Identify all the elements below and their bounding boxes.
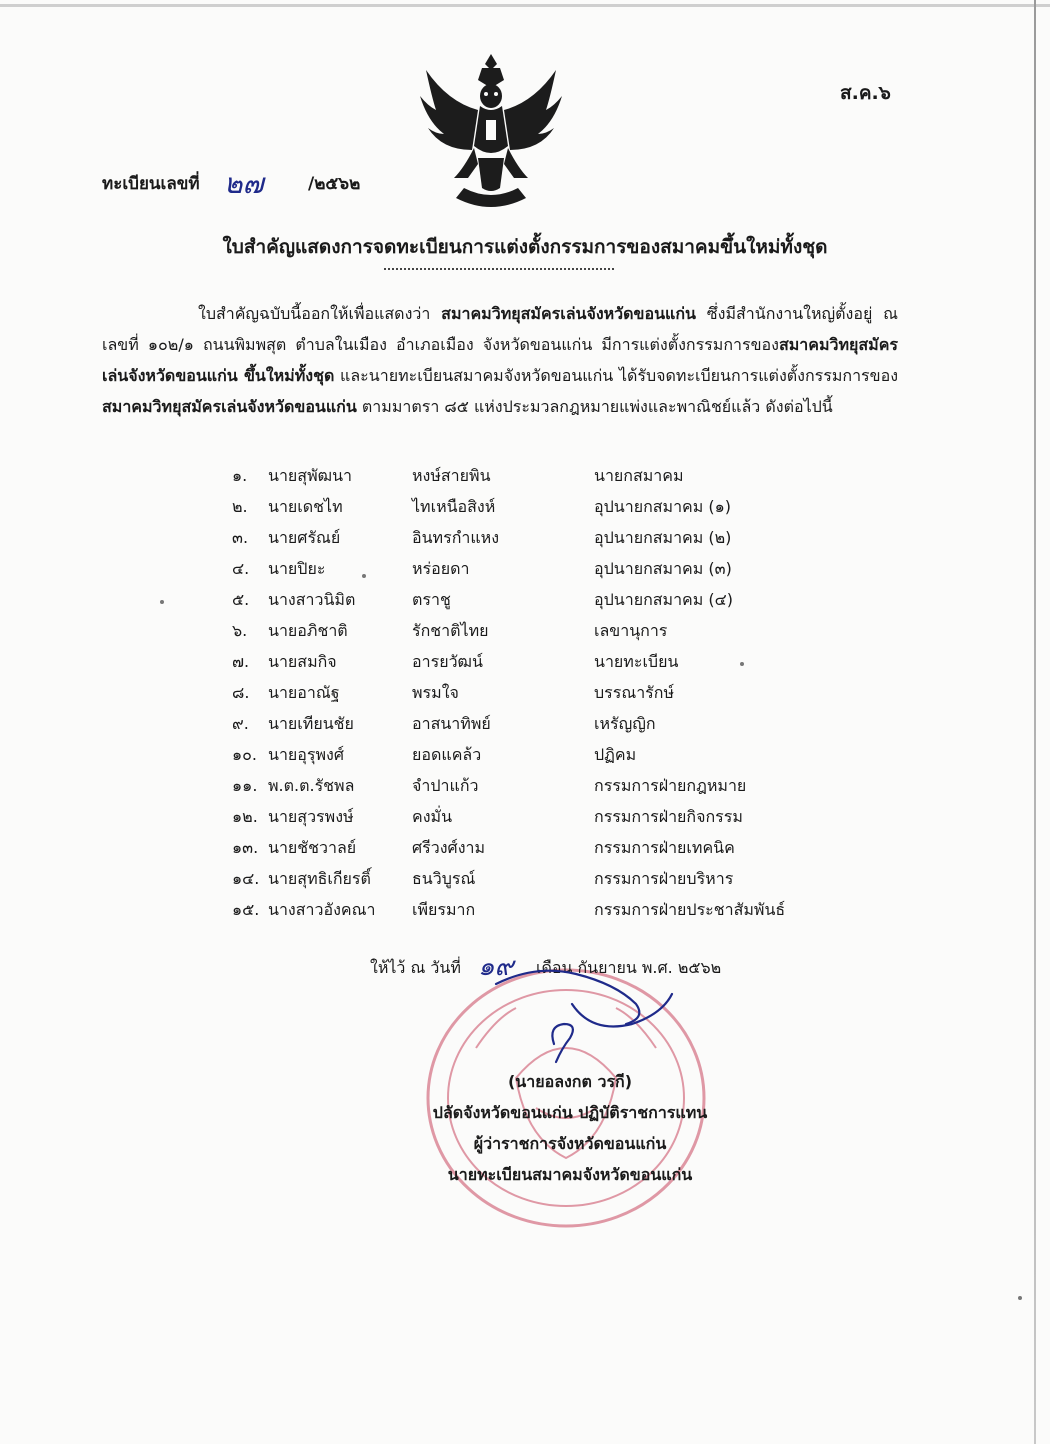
member-surname: ตราชู <box>412 590 451 609</box>
member-number: ๘. <box>232 683 250 702</box>
member-position: อุปนายกสมาคม (๑) <box>594 497 732 516</box>
member-number: ๔. <box>232 559 250 578</box>
signatory-block <box>330 1066 810 1190</box>
garuda-emblem-icon <box>416 48 566 208</box>
member-name: นายอุรุพงศ์ <box>268 745 345 764</box>
issue-day-handwritten: ๑๙ <box>478 952 514 982</box>
issue-date-label: ให้ไว้ ณ วันที่ <box>370 958 461 977</box>
member-row <box>232 836 872 867</box>
member-number: ๑๑. <box>232 776 258 795</box>
member-position: บรรณารักษ์ <box>594 683 674 702</box>
member-name: นายอาณัฐ <box>268 683 340 702</box>
member-number: ๕. <box>232 590 250 609</box>
title-dotted-rule <box>384 268 614 270</box>
member-number: ๗. <box>232 652 250 671</box>
document-title: ใบสำคัญแสดงการจดทะเบียนการแต่งตั้งกรรมการของสมาคมขึ้นใหม่ทั้งชุด <box>222 236 828 258</box>
body-association-full: สมาคมวิทยุสมัครเล่นจังหวัดขอนแก่น ขึ้นใหม่ทั้งชุด <box>102 335 898 385</box>
registration-number-handwritten: ๒๗ <box>224 167 264 200</box>
member-name: นายสุพัฒนา <box>268 466 352 485</box>
member-number: ๑๕. <box>232 900 260 919</box>
body-association-name: สมาคมวิทยุสมัครเล่นจังหวัดขอนแก่น <box>441 304 696 323</box>
body-registrar: และนายทะเบียนสมาคมจังหวัดขอนแก่น ได้รับจดทะเบียนการแต่งตั้งกรรมการของ <box>334 366 899 385</box>
body-association-again: สมาคมวิทยุสมัครเล่นจังหวัดขอนแก่น <box>102 397 357 416</box>
member-row <box>232 898 872 929</box>
member-name: นายปิยะ <box>268 559 326 578</box>
member-number: ๓. <box>232 528 249 547</box>
signatory-title-3: นายทะเบียนสมาคมจังหวัดขอนแก่น <box>447 1165 693 1184</box>
member-row <box>232 805 872 836</box>
member-number: ๑๐. <box>232 745 258 764</box>
member-row <box>232 681 872 712</box>
signatory-name: (นายอลงกต วรกี) <box>507 1072 633 1091</box>
member-surname: อินทรกำแหง <box>412 528 500 547</box>
member-list <box>232 464 872 929</box>
member-name: นายเทียนชัย <box>268 714 354 733</box>
body-address: ซึ่งมีสำนักงานใหญ่ตั้งอยู่ ณ เลขที่ ๑๐๒/๑ ถนนพิมพสุต ตำบลในเมือง อำเภอเมือง จังหวัดขอนแก่น มีการแต่งตั้งกรรมการของ <box>102 304 898 354</box>
member-row <box>232 712 872 743</box>
member-surname: คงมั่น <box>412 807 452 826</box>
member-surname: หร่อยดา <box>412 559 470 578</box>
member-position: อุปนายกสมาคม (๔) <box>594 590 733 609</box>
member-position: เหรัญญิก <box>594 714 656 733</box>
scan-right-edge <box>1034 0 1036 1444</box>
member-surname: จำปาแก้ว <box>412 776 479 795</box>
member-row <box>232 464 872 495</box>
member-name: นายเดชไท <box>268 497 343 516</box>
member-surname: ศรีวงศ์งาม <box>412 838 486 857</box>
member-name: นายสุทธิเกียรติ์ <box>268 869 371 888</box>
member-row <box>232 743 872 774</box>
scan-speck <box>160 600 164 604</box>
member-name: พ.ต.ต.รัชพล <box>268 776 355 795</box>
scan-speck <box>740 662 744 666</box>
registration-number-row <box>102 166 402 206</box>
member-position: เลขานุการ <box>594 621 668 640</box>
member-number: ๖. <box>232 621 248 640</box>
member-row <box>232 650 872 681</box>
member-number: ๑. <box>232 466 248 485</box>
member-position: นายทะเบียน <box>594 652 679 671</box>
body-paragraph <box>102 298 898 422</box>
member-surname: อารยวัฒน์ <box>412 652 483 671</box>
member-surname: เพียรมาก <box>412 900 476 919</box>
member-row <box>232 774 872 805</box>
member-name: นายสมกิจ <box>268 652 337 671</box>
member-name: นายอภิชาติ <box>268 621 348 640</box>
member-name: นายชัชวาลย์ <box>268 838 357 857</box>
scan-speck <box>1018 1296 1022 1300</box>
member-row <box>232 619 872 650</box>
member-number: ๑๔. <box>232 869 260 888</box>
member-surname: หงษ์สายพิน <box>412 466 491 485</box>
member-row <box>232 867 872 898</box>
member-surname: อาสนาทิพย์ <box>412 714 491 733</box>
issue-month-year: เดือน กันยายน พ.ศ. ๒๕๖๒ <box>536 958 722 977</box>
form-code: ส.ค.๖ <box>840 82 891 104</box>
member-name: นางสาวนิมิต <box>268 590 356 609</box>
member-position: กรรมการฝ่ายเทคนิค <box>594 838 735 857</box>
member-row <box>232 557 872 588</box>
member-name: นางสาวอังคณา <box>268 900 376 919</box>
member-position: อุปนายกสมาคม (๒) <box>594 528 732 547</box>
member-row <box>232 526 872 557</box>
member-surname: ยอดแคล้ว <box>412 745 482 764</box>
member-surname: รักชาติไทย <box>412 621 489 640</box>
member-position: กรรมการฝ่ายประชาสัมพันธ์ <box>594 900 786 919</box>
member-row <box>232 495 872 526</box>
member-surname: ธนวิบูรณ์ <box>412 869 476 888</box>
registration-label: ทะเบียนเลขที่ <box>102 174 200 194</box>
scan-top-edge <box>0 4 1050 7</box>
handwritten-signature <box>476 944 696 1084</box>
signatory-title-2: ผู้ว่าราชการจังหวัดขอนแก่น <box>473 1134 667 1153</box>
member-position: กรรมการฝ่ายกฎหมาย <box>594 776 747 795</box>
registration-year: /๒๕๖๒ <box>308 174 361 194</box>
member-number: ๑๓. <box>232 838 259 857</box>
member-position: กรรมการฝ่ายกิจกรรม <box>594 807 743 826</box>
member-position: นายกสมาคม <box>594 466 684 485</box>
member-number: ๒. <box>232 497 248 516</box>
body-intro: ใบสำคัญฉบับนี้ออกให้เพื่อแสดงว่า <box>198 304 442 323</box>
member-number: ๑๒. <box>232 807 258 826</box>
member-position: ปฏิคม <box>594 745 637 764</box>
member-position: กรรมการฝ่ายบริหาร <box>594 869 734 888</box>
member-surname: พรมใจ <box>412 683 459 702</box>
signatory-title-1: ปลัดจังหวัดขอนแก่น ปฏิบัติราชการแทน <box>432 1103 708 1122</box>
member-position: อุปนายกสมาคม (๓) <box>594 559 732 578</box>
member-name: นายสุวรพงษ์ <box>268 807 354 826</box>
member-surname: ไทเหนือสิงห์ <box>412 497 496 516</box>
member-name: นายศรัณย์ <box>268 528 341 547</box>
scan-speck <box>362 574 366 578</box>
member-row <box>232 588 872 619</box>
member-number: ๙. <box>232 714 249 733</box>
body-ending: ตามมาตรา ๘๕ แห่งประมวลกฎหมายแพ่งและพาณิชย์แล้ว ดังต่อไปนี้ <box>356 397 833 416</box>
